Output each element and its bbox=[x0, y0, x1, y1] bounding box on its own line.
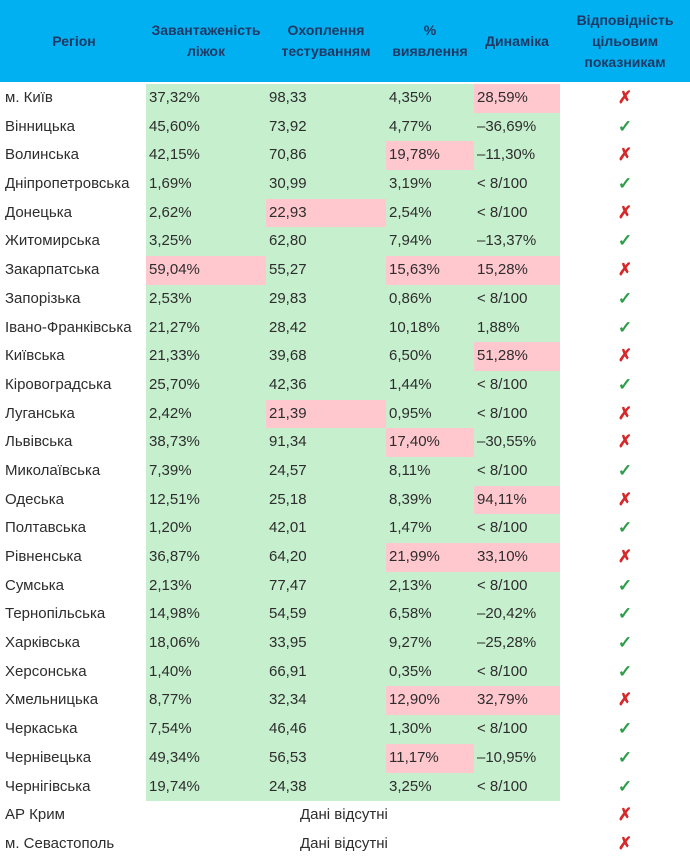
region-cell: Львівська bbox=[5, 433, 73, 451]
region-cell: Харківська bbox=[5, 634, 80, 652]
testing-coverage-cell: 70,86 bbox=[266, 141, 386, 170]
dynamics-cell: –36,69% bbox=[474, 113, 560, 142]
bed-occupancy-cell: 37,32% bbox=[146, 84, 266, 113]
region-cell: Хмельницька bbox=[5, 691, 99, 709]
detection-cell: 3,19% bbox=[386, 170, 474, 199]
dynamics-cell: –20,42% bbox=[474, 600, 560, 629]
table-row bbox=[0, 514, 690, 543]
dynamics-cell: < 8/100 bbox=[474, 658, 560, 687]
check-mark-icon: ✓ bbox=[617, 575, 633, 595]
detection-cell: 0,35% bbox=[386, 658, 474, 687]
detection-cell: 1,30% bbox=[386, 715, 474, 744]
detection-cell: 2,54% bbox=[386, 199, 474, 228]
bed-occupancy-cell: 21,27% bbox=[146, 314, 266, 343]
testing-coverage-cell: 39,68 bbox=[266, 342, 386, 371]
bed-occupancy-cell: 12,51% bbox=[146, 486, 266, 515]
detection-cell: 8,39% bbox=[386, 486, 474, 515]
cross-mark-icon: ✗ bbox=[617, 690, 633, 710]
dynamics-cell: < 8/100 bbox=[474, 285, 560, 314]
table-row bbox=[0, 84, 690, 113]
bed-occupancy-cell: 45,60% bbox=[146, 113, 266, 142]
testing-coverage-cell: 98,33 bbox=[266, 84, 386, 113]
dynamics-cell: < 8/100 bbox=[474, 514, 560, 543]
region-cell: Донецька bbox=[5, 203, 72, 221]
region-cell: м. Київ bbox=[5, 89, 53, 106]
detection-cell: 8,11% bbox=[386, 457, 474, 486]
table-row bbox=[0, 256, 690, 285]
no-data-note: Дані відсутні bbox=[300, 806, 388, 824]
testing-coverage-cell: 42,36 bbox=[266, 371, 386, 400]
detection-cell: 0,95% bbox=[386, 400, 474, 429]
check-mark-icon: ✓ bbox=[617, 231, 633, 251]
dynamics-cell: < 8/100 bbox=[474, 572, 560, 601]
table-row bbox=[0, 658, 690, 687]
table-row bbox=[0, 801, 690, 830]
detection-cell: 6,58% bbox=[386, 600, 474, 629]
check-mark-icon: ✓ bbox=[617, 633, 633, 653]
bed-occupancy-cell: 14,98% bbox=[146, 600, 266, 629]
detection-cell: 9,27% bbox=[386, 629, 474, 658]
header-detection: % виявлення bbox=[392, 22, 468, 59]
table-row bbox=[0, 199, 690, 228]
table-row bbox=[0, 227, 690, 256]
check-mark-icon: ✓ bbox=[617, 604, 633, 624]
dynamics-cell: < 8/100 bbox=[474, 457, 560, 486]
header-bed-occupancy: Завантаженість ліжок bbox=[151, 22, 261, 59]
dynamics-cell: 15,28% bbox=[474, 256, 560, 285]
testing-coverage-cell: 91,34 bbox=[266, 428, 386, 457]
dynamics-cell: –10,95% bbox=[474, 744, 560, 773]
region-cell: Полтавська bbox=[5, 519, 86, 537]
detection-cell: 2,13% bbox=[386, 572, 474, 601]
table-row bbox=[0, 629, 690, 658]
detection-cell: 4,77% bbox=[386, 113, 474, 142]
check-mark-icon: ✓ bbox=[617, 174, 633, 194]
dynamics-cell: –30,55% bbox=[474, 428, 560, 457]
region-cell: Вінницька bbox=[5, 117, 75, 135]
dynamics-cell: 51,28% bbox=[474, 342, 560, 371]
table-row bbox=[0, 141, 690, 170]
table-row bbox=[0, 572, 690, 601]
cross-mark-icon: ✗ bbox=[617, 805, 633, 825]
cross-mark-icon: ✗ bbox=[617, 489, 633, 509]
bed-occupancy-cell: 1,40% bbox=[146, 658, 266, 687]
bed-occupancy-cell: 42,15% bbox=[146, 141, 266, 170]
detection-cell: 6,50% bbox=[386, 342, 474, 371]
region-cell: Київська bbox=[5, 347, 65, 365]
region-cell: Одеська bbox=[5, 490, 64, 508]
detection-cell: 1,44% bbox=[386, 371, 474, 400]
region-cell: Запорізька bbox=[5, 289, 81, 307]
testing-coverage-cell: 56,53 bbox=[266, 744, 386, 773]
detection-cell: 10,18% bbox=[386, 314, 474, 343]
cross-mark-icon: ✗ bbox=[617, 145, 633, 165]
header-target-compliance: Відповідність цільовим показникам bbox=[576, 11, 674, 70]
bed-occupancy-cell: 8,77% bbox=[146, 686, 266, 715]
testing-coverage-cell: 66,91 bbox=[266, 658, 386, 687]
cross-mark-icon: ✗ bbox=[617, 202, 633, 222]
dynamics-cell: –11,30% bbox=[474, 141, 560, 170]
testing-coverage-cell: 30,99 bbox=[266, 170, 386, 199]
table-row bbox=[0, 457, 690, 486]
testing-coverage-cell: 28,42 bbox=[266, 314, 386, 343]
testing-coverage-cell: 24,38 bbox=[266, 773, 386, 802]
region-cell: Луганська bbox=[5, 404, 75, 422]
region-cell: Тернопільська bbox=[5, 605, 106, 623]
dynamics-cell: < 8/100 bbox=[474, 400, 560, 429]
bed-occupancy-cell: 1,69% bbox=[146, 170, 266, 199]
bed-occupancy-cell: 21,33% bbox=[146, 342, 266, 371]
region-cell: Кіровоградська bbox=[5, 375, 112, 393]
table-row bbox=[0, 400, 690, 429]
testing-coverage-cell: 29,83 bbox=[266, 285, 386, 314]
check-mark-icon: ✓ bbox=[617, 719, 633, 739]
region-cell: Чернівецька bbox=[5, 748, 92, 766]
table-row bbox=[0, 113, 690, 142]
bed-occupancy-cell: 49,34% bbox=[146, 744, 266, 773]
table-row bbox=[0, 486, 690, 515]
check-mark-icon: ✓ bbox=[617, 288, 633, 308]
region-cell: Сумська bbox=[5, 576, 65, 594]
check-mark-icon: ✓ bbox=[617, 747, 633, 767]
testing-coverage-cell: 25,18 bbox=[266, 486, 386, 515]
testing-coverage-cell: 73,92 bbox=[266, 113, 386, 142]
dynamics-cell: –13,37% bbox=[474, 227, 560, 256]
table-row bbox=[0, 371, 690, 400]
cross-mark-icon: ✗ bbox=[617, 833, 633, 853]
bed-occupancy-cell: 36,87% bbox=[146, 543, 266, 572]
dynamics-cell: < 8/100 bbox=[474, 371, 560, 400]
bed-occupancy-cell: 2,13% bbox=[146, 572, 266, 601]
bed-occupancy-cell: 59,04% bbox=[146, 256, 266, 285]
cross-mark-icon: ✗ bbox=[617, 346, 633, 366]
region-cell: Івано-Франківська bbox=[5, 318, 132, 336]
cross-mark-icon: ✗ bbox=[617, 88, 633, 107]
table-row bbox=[0, 600, 690, 629]
dynamics-cell: 32,79% bbox=[474, 686, 560, 715]
table-row bbox=[0, 773, 690, 802]
bed-occupancy-cell: 2,53% bbox=[146, 285, 266, 314]
testing-coverage-cell: 22,93 bbox=[266, 199, 386, 228]
dynamics-cell: < 8/100 bbox=[474, 715, 560, 744]
bed-occupancy-cell: 1,20% bbox=[146, 514, 266, 543]
cross-mark-icon: ✗ bbox=[617, 432, 633, 452]
detection-cell: 1,47% bbox=[386, 514, 474, 543]
table-row bbox=[0, 830, 690, 859]
check-mark-icon: ✓ bbox=[617, 661, 633, 681]
region-cell: Закарпатська bbox=[5, 261, 100, 279]
bed-occupancy-cell: 7,39% bbox=[146, 457, 266, 486]
bed-occupancy-cell: 25,70% bbox=[146, 371, 266, 400]
detection-cell: 0,86% bbox=[386, 285, 474, 314]
table-row bbox=[0, 744, 690, 773]
table-header bbox=[0, 0, 690, 82]
cross-mark-icon: ✗ bbox=[617, 260, 633, 280]
check-mark-icon: ✓ bbox=[617, 460, 633, 480]
bed-occupancy-cell: 7,54% bbox=[146, 715, 266, 744]
region-cell: Херсонська bbox=[5, 662, 87, 680]
check-mark-icon: ✓ bbox=[617, 518, 633, 538]
detection-cell: 3,25% bbox=[386, 773, 474, 802]
region-cell: Волинська bbox=[5, 146, 79, 164]
detection-cell: 11,17% bbox=[386, 744, 474, 773]
testing-coverage-cell: 42,01 bbox=[266, 514, 386, 543]
bed-occupancy-cell: 2,42% bbox=[146, 400, 266, 429]
bed-occupancy-cell: 38,73% bbox=[146, 428, 266, 457]
testing-coverage-cell: 33,95 bbox=[266, 629, 386, 658]
check-mark-icon: ✓ bbox=[617, 116, 633, 136]
dynamics-cell: 94,11% bbox=[474, 486, 560, 515]
bed-occupancy-cell: 18,06% bbox=[146, 629, 266, 658]
header-region: Регіон bbox=[52, 32, 96, 49]
region-cell: Черкаська bbox=[5, 720, 78, 738]
region-cell: м. Севастополь bbox=[5, 834, 115, 852]
testing-coverage-cell: 64,20 bbox=[266, 543, 386, 572]
testing-coverage-cell: 32,34 bbox=[266, 686, 386, 715]
dynamics-cell: 33,10% bbox=[474, 543, 560, 572]
check-mark-icon: ✓ bbox=[617, 374, 633, 394]
region-cell: Миколаївська bbox=[5, 461, 101, 479]
testing-coverage-cell: 21,39 bbox=[266, 400, 386, 429]
check-mark-icon: ✓ bbox=[617, 776, 633, 796]
table-row bbox=[0, 715, 690, 744]
dynamics-cell: 28,59% bbox=[474, 84, 560, 113]
table-body bbox=[0, 84, 690, 859]
table-row bbox=[0, 342, 690, 371]
dynamics-cell: < 8/100 bbox=[474, 170, 560, 199]
testing-coverage-cell: 24,57 bbox=[266, 457, 386, 486]
dynamics-cell: < 8/100 bbox=[474, 773, 560, 802]
region-cell: Дніпропетровська bbox=[5, 175, 130, 193]
cross-mark-icon: ✗ bbox=[617, 547, 633, 566]
dynamics-cell: –25,28% bbox=[474, 629, 560, 658]
bed-occupancy-cell: 19,74% bbox=[146, 773, 266, 802]
testing-coverage-cell: 54,59 bbox=[266, 600, 386, 629]
detection-cell: 17,40% bbox=[386, 428, 474, 457]
bed-occupancy-cell: 2,62% bbox=[146, 199, 266, 228]
detection-cell: 7,94% bbox=[386, 227, 474, 256]
testing-coverage-cell: 77,47 bbox=[266, 572, 386, 601]
bed-occupancy-cell: 3,25% bbox=[146, 227, 266, 256]
table-row bbox=[0, 170, 690, 199]
check-mark-icon: ✓ bbox=[617, 317, 633, 337]
testing-coverage-cell: 62,80 bbox=[266, 227, 386, 256]
detection-cell: 19,78% bbox=[386, 141, 474, 170]
table-row bbox=[0, 285, 690, 314]
region-cell: Рівненська bbox=[5, 548, 82, 565]
no-data-note: Дані відсутні bbox=[300, 834, 388, 852]
table-row bbox=[0, 428, 690, 457]
table-row bbox=[0, 314, 690, 343]
dynamics-cell: 1,88% bbox=[474, 314, 560, 343]
table-row bbox=[0, 543, 690, 572]
table-row bbox=[0, 686, 690, 715]
detection-cell: 12,90% bbox=[386, 686, 474, 715]
dynamics-cell: < 8/100 bbox=[474, 199, 560, 228]
testing-coverage-cell: 46,46 bbox=[266, 715, 386, 744]
region-cell: Житомирська bbox=[5, 232, 100, 250]
detection-cell: 15,63% bbox=[386, 256, 474, 285]
detection-cell: 4,35% bbox=[386, 84, 474, 113]
testing-coverage-cell: 55,27 bbox=[266, 256, 386, 285]
cross-mark-icon: ✗ bbox=[617, 403, 633, 423]
header-dynamics: Динаміка bbox=[485, 32, 549, 49]
detection-cell: 21,99% bbox=[386, 543, 474, 572]
region-cell: АР Крим bbox=[5, 806, 65, 824]
header-testing-coverage: Охоплення тестуванням bbox=[281, 22, 371, 59]
region-cell: Чернігівська bbox=[5, 777, 91, 795]
